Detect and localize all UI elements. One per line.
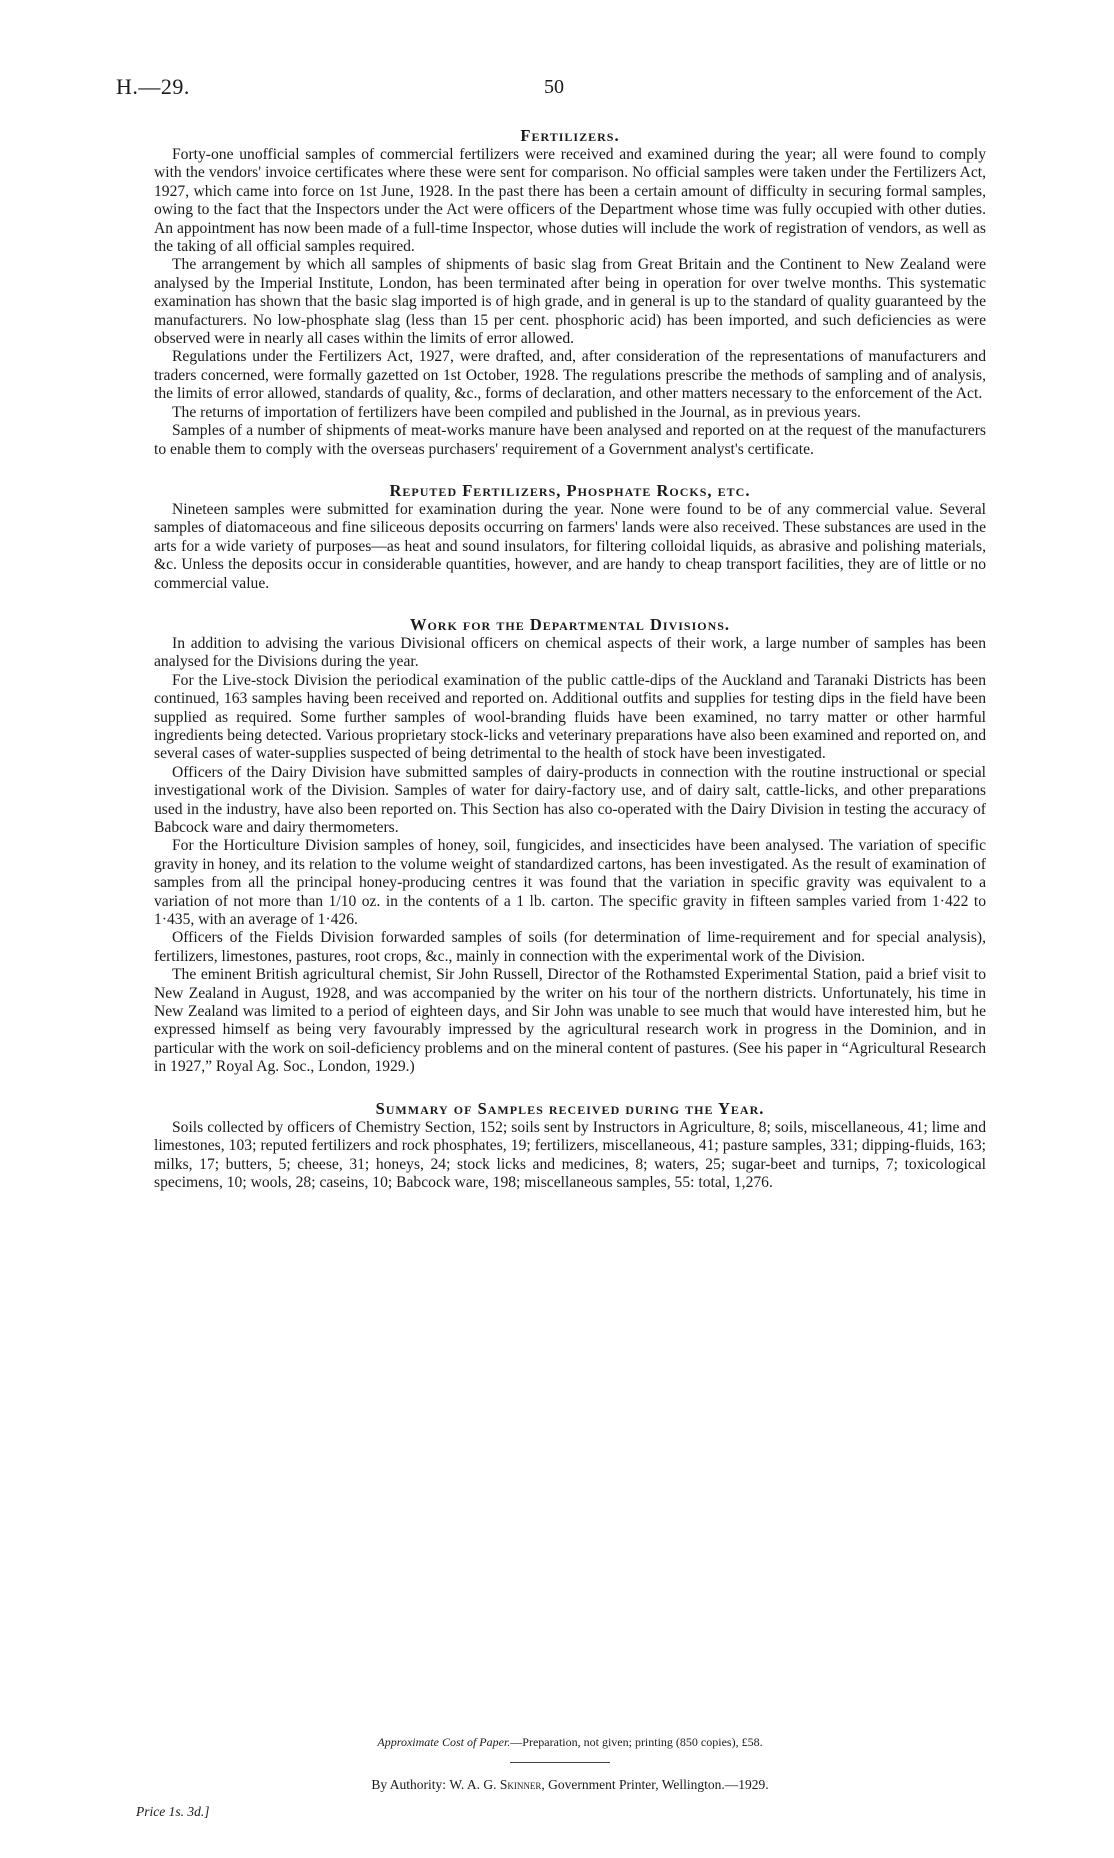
cost-text: —Preparation, not given; printing (850 copies), £58. xyxy=(510,1735,763,1749)
section-heading-summary: Summary of Samples received during the Year. xyxy=(375,1098,765,1118)
paragraph xyxy=(154,635,986,672)
paragraph xyxy=(154,1119,986,1193)
divider xyxy=(510,1762,610,1763)
page-number: 50 xyxy=(544,76,564,98)
authority-suffix: , Government Printer, Wellington.—1929. xyxy=(541,1777,769,1792)
page-reference: H.—29. xyxy=(116,74,190,99)
paragraph xyxy=(154,929,986,966)
cost-label: Approximate Cost of Paper. xyxy=(377,1735,511,1749)
paragraph xyxy=(154,837,986,929)
authority-prefix: By Authority: xyxy=(371,1777,446,1792)
section-heading-departmental-divisions: Work for the Departmental Divisions. xyxy=(409,614,731,634)
paragraph-text: Officers of the Dairy Division have submitted samples of dairy-products in connection with the routine instructional or special investigational work of the Division. Samples of water for dairy-factory use, and of dairy salt, cattle-licks, and other preparations used in the industry, have also been reported on. This Section has also co-operated with the Dairy Division in testing the accuracy of Babcock ware and dairy thermometers. xyxy=(154,763,986,836)
paragraph xyxy=(154,146,986,256)
paragraph-text: The arrangement by which all samples of shipments of basic slag from Great Britain and the Continent to New Zealand were analysed by the Imperial Institute, London, has been terminated after being in operation for over twelve months. This systematic examination has shown that the basic slag imported is of high grade, and in general is up to the standard of quality guaranteed by the manufacturers. No low-phosphate slag (less than 15 per cent. phosphoric acid) has been imported, and such deficiencies as were observed were in nearly all cases within the limits of error allowed. xyxy=(154,256,986,348)
paragraph xyxy=(154,672,986,764)
section-heading-fertilizers: Fertilizers. xyxy=(520,126,620,145)
paragraph-text: Soils collected by officers of Chemistry Section, 152; soils sent by Instructors in Agriculture, 8; soils, miscellaneous, 41; lime and limestones, 103; reputed fertilizers and rock phosphates, 19; fertilizers, miscellaneous, 41; pasture samples, 331; dipping-fluids, 163; milks, 17; butters, 5; cheese, 31; honeys, 24; stock licks and medicines, 8; waters, 25; sugar-beet and turnips, 7; toxicological specimens, 10; wools, 28; caseins, 10; Babcock ware, 198; miscellaneous samples, 55: total, 1,276. xyxy=(154,1118,986,1191)
paragraph-text: For the Live-stock Division the periodical examination of the public cattle-dips of the Auckland and Taranaki Districts has been continued, 163 samples having been received and reported on. Additional outfits and supplies for testing dips in the field have been supplied as required. Some further samples of wool-branding fluids have been examined, no tarry matter or other harmful ingredients being detected. Various proprietary stock-licks and veterinary preparations have also been examined and reported on, and several cases of water-supplies suspected of being detrimental to the health of stock have been investigated. xyxy=(154,671,986,763)
paragraph-text: Forty-one unofficial samples of commercial fertilizers were received and examined during the year; all were found to comply with the vendors' invoice certificates where these were sent for comparison. No official samples were taken under the Fertilizers Act, 1927, which came into force on 1st June, 1928. In the past there has been a certain amount of difficulty in securing formal samples, owing to the fact that the Inspectors under the Act were officers of the Department whose time was fully occupied with other duties. An appointment has now been made of a full-time Inspector, whose duties will include the work of registration of vendors, as well as the taking of all official samples required. xyxy=(154,146,986,256)
paragraph xyxy=(154,501,986,593)
paragraph-text: Samples of a number of shipments of meat-works manure have been analysed and reported on at the request of the manufacturers to enable them to comply with the overseas purchasers' requirement of a Government analyst's certificate. xyxy=(154,422,986,458)
price-note: Price 1s. 3d.] xyxy=(136,1804,210,1819)
paragraph xyxy=(154,256,986,348)
paragraph xyxy=(154,348,986,403)
printer-authority xyxy=(154,1777,986,1793)
cost-note xyxy=(154,1735,986,1750)
page-header xyxy=(116,74,996,104)
printer-name: W. A. G. Skinner xyxy=(449,1777,542,1792)
section-heading-reputed-fertilizers: Reputed Fertilizers, Phosphate Rocks, etc. xyxy=(389,480,751,500)
paragraph xyxy=(154,966,986,1076)
page-content xyxy=(154,126,986,1192)
paragraph-text: In addition to advising the various Divisional officers on chemical aspects of their work, a large number of samples has been analysed for the Divisions during the year. xyxy=(154,634,986,671)
paragraph-text: The eminent British agricultural chemist, Sir John Russell, Director of the Rothamsted Experimental Station, paid a brief visit to New Zealand in August, 1928, and was accompanied by the writer on his tour of the northern districts. Unfortunately, his time in New Zealand was limited to a period of eighteen days, and Sir John was unable to see much that would have interested him, but he expressed himself as being very favourably impressed by the agricultural research work in progress in the Dominion, and in particular with the work on soil-deficiency problems and on the mineral content of pastures. (See his paper in “Agricultural Research in 1927,” Royal Ag. Soc., London, 1929.) xyxy=(154,966,986,1076)
paragraph-text: The returns of importation of fertilizers have been compiled and published in the Journal, as in previous years. xyxy=(172,403,861,421)
paragraph xyxy=(154,404,986,422)
paragraph-text: Officers of the Fields Division forwarded samples of soils (for determination of lime-requirement and for special analysis), fertilizers, limestones, pastures, root crops, &c., mainly in connection with the experimental work of the Division. xyxy=(154,929,986,965)
paragraph-text: Nineteen samples were submitted for examination during the year. None were found to be of any commercial value. Several samples of diatomaceous and fine siliceous deposits occurring on farmers' lands were also received. These substances are used in the arts for a wide variety of purposes—as heat and sound insulators, for filtering colloidal liquids, as abrasive and polishing materials, &c. Unless the deposits occur in considerable quantities, however, and are handy to cheap transport facilities, they are of little or no commercial value. xyxy=(154,500,986,592)
paragraph-text: For the Horticulture Division samples of honey, soil, fungicides, and insecticides have been analysed. The variation of specific gravity in honey, and its relation to the volume weight of standardized cartons, has been investigated. As the result of examination of samples from all the principal honey-producing centres it was found that the variation in specific gravity was equivalent to a variation of not more than 1/10 oz. in the contents of a 1 lb. carton. The specific gravity in fifteen samples varied from 1·422 to 1·435, with an average of 1·426. xyxy=(154,837,986,929)
paragraph-text: Regulations under the Fertilizers Act, 1927, were drafted, and, after consideration of the representations of manufacturers and traders concerned, were formally gazetted on 1st October, 1928. The regulations prescribe the methods of sampling and of analysis, the limits of error allowed, standards of quality, &c., forms of declaration, and other matters necessary to the enforcement of the Act. xyxy=(154,348,986,403)
paragraph xyxy=(154,764,986,838)
paragraph xyxy=(154,422,986,459)
